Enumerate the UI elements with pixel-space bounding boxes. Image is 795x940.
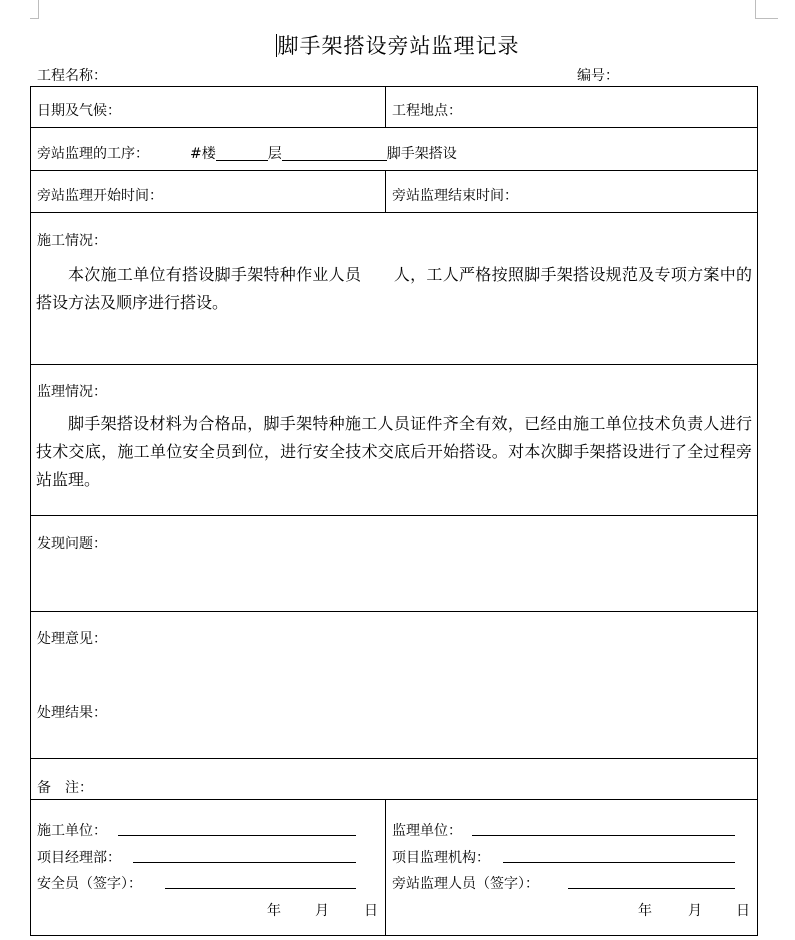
construction-unit-label: 施工单位： bbox=[37, 823, 107, 839]
date-weather-label: 日期及气候： bbox=[37, 103, 121, 119]
row-divider bbox=[30, 212, 758, 213]
process-label: 旁站监理的工序： bbox=[37, 146, 149, 162]
row-divider bbox=[30, 758, 758, 759]
floor-blank[interactable] bbox=[282, 146, 387, 161]
column-divider bbox=[385, 86, 386, 127]
row-divider bbox=[30, 127, 758, 128]
supervision-agency-signature-line[interactable] bbox=[503, 862, 735, 863]
column-divider bbox=[385, 799, 386, 936]
title-text: 脚手架搭设旁站监理记录 bbox=[277, 34, 520, 58]
opinion-label: 处理意见： bbox=[37, 631, 107, 647]
record-table bbox=[30, 86, 758, 936]
construction-text: 本次施工单位有搭设脚手架特种作业人员 人，工人严格按照脚手架搭设规范及专项方案中的搭设方法及顺序进行搭设。 bbox=[36, 265, 752, 312]
construction-label: 施工情况： bbox=[37, 233, 107, 249]
safety-officer-signature-line[interactable] bbox=[165, 888, 356, 889]
project-manager-label: 项目经理部： bbox=[37, 850, 121, 866]
supervisor-signature-line[interactable] bbox=[568, 888, 735, 889]
issues-label: 发现问题： bbox=[37, 536, 107, 552]
left-day-label: 日 bbox=[364, 903, 378, 919]
supervision-text: 脚手架搭设材料为合格品，脚手架特种施工人员证件齐全有效，已经由施工单位技术负责人进行技术交底，施工单位安全员到位，进行安全技术交底后开始搭设。对本次脚手架搭设进行了全过程旁站监理。 bbox=[36, 414, 752, 489]
text-cursor bbox=[276, 34, 277, 57]
process-suffix: 脚手架搭设 bbox=[386, 146, 457, 162]
building-label: #楼 bbox=[190, 146, 216, 162]
left-year-label: 年 bbox=[267, 903, 281, 919]
location-label: 工程地点： bbox=[392, 103, 462, 119]
number-label: 编号： bbox=[577, 68, 619, 84]
process-fill bbox=[190, 143, 457, 163]
remarks-label: 备 注： bbox=[37, 780, 93, 796]
result-label: 处理结果： bbox=[37, 705, 107, 721]
building-blank[interactable] bbox=[216, 146, 268, 161]
supervision-agency-label: 项目监理机构： bbox=[392, 850, 490, 866]
row-divider bbox=[30, 611, 758, 612]
start-time-label: 旁站监理开始时间： bbox=[37, 188, 163, 204]
project-manager-signature-line[interactable] bbox=[133, 862, 356, 863]
page-corner-mark-left bbox=[30, 0, 39, 19]
supervision-label: 监理情况： bbox=[37, 384, 107, 400]
supervision-unit-signature-line[interactable] bbox=[472, 835, 735, 836]
safety-officer-label: 安全员（签字）： bbox=[37, 876, 142, 892]
row-divider bbox=[30, 515, 758, 516]
left-month-label: 月 bbox=[315, 903, 329, 919]
row-divider bbox=[30, 364, 758, 365]
row-divider bbox=[30, 170, 758, 171]
supervision-unit-label: 监理单位： bbox=[392, 823, 462, 839]
right-month-label: 月 bbox=[688, 903, 702, 919]
right-day-label: 日 bbox=[736, 903, 750, 919]
floor-label: 层 bbox=[267, 146, 282, 162]
row-divider bbox=[30, 799, 758, 800]
column-divider bbox=[385, 170, 386, 212]
page-corner-mark-right bbox=[755, 0, 778, 19]
construction-unit-signature-line[interactable] bbox=[118, 835, 356, 836]
end-time-label: 旁站监理结束时间： bbox=[392, 188, 518, 204]
supervisor-label: 旁站监理人员（签字）： bbox=[392, 876, 539, 892]
right-year-label: 年 bbox=[638, 903, 652, 919]
page-title bbox=[0, 30, 795, 60]
project-name-label: 工程名称： bbox=[37, 68, 107, 84]
